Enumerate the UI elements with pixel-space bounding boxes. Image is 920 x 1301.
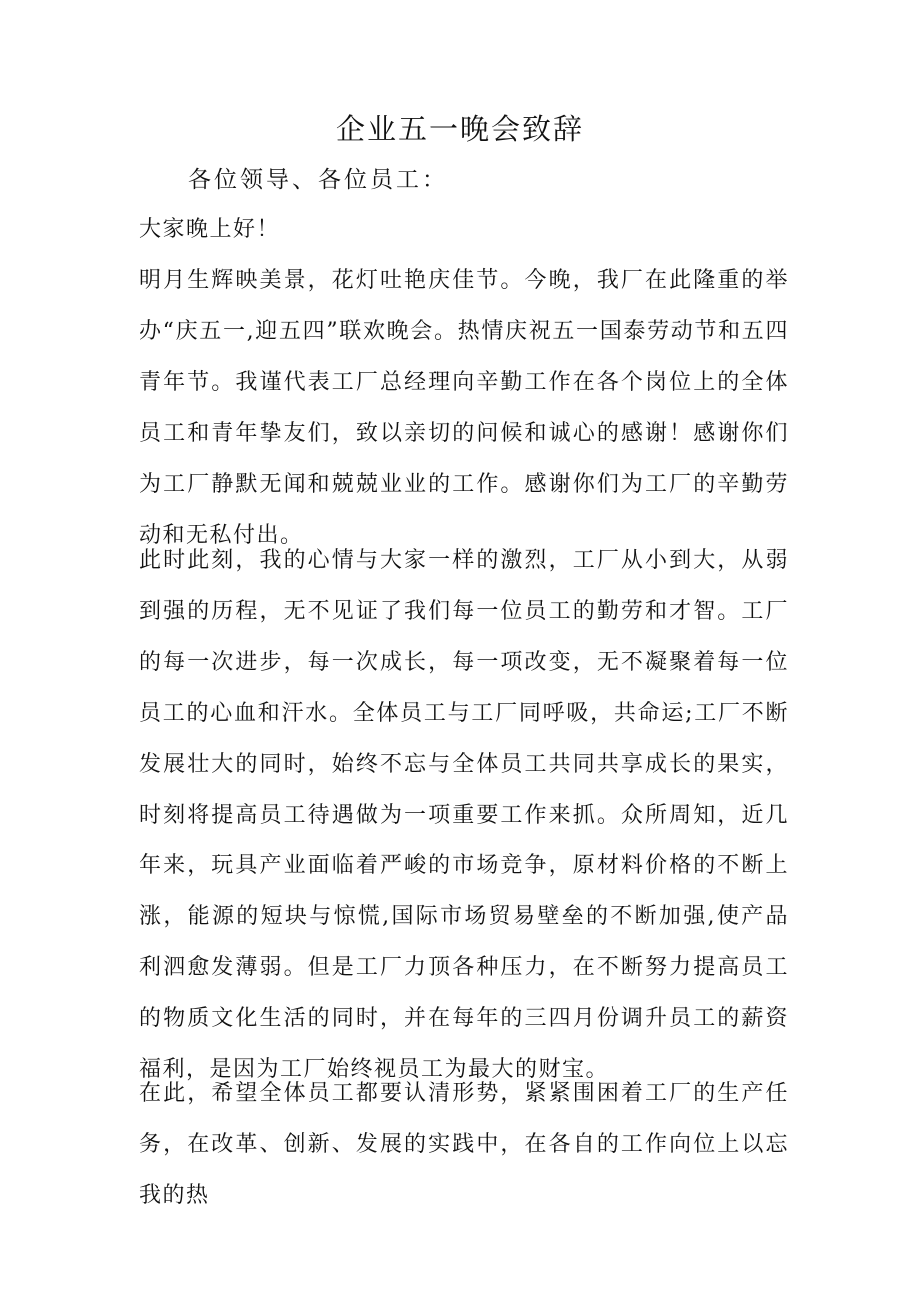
- body-paragraph: 明月生辉映美景，花灯吐艳庆佳节。今晚，我厂在此隆重的举办“庆五一,迎五四”联欢晚会。热情庆祝五一国泰劳动节和五四青年节。我谨代表工厂总经理向辛勤工作在各个岗位上的全体员工和青年挚友们，致以亲切的问候和诚心的感谢！感谢你们为工厂静默无闻和兢兢业业的工作。感谢你们为工厂的辛勤劳动和无私付出。: [139, 268, 789, 548]
- salutation: 各位领导、各位员工：: [188, 167, 448, 193]
- body-paragraph: 此时此刻，我的心情与大家一样的激烈，工厂从小到大，从弱到强的历程，无不见证了我们每一位员工的勤劳和才智。工厂的每一次进步，每一次成长，每一项改变，无不凝聚着每一位员工的心血和汗水。全体员工与工厂同呼吸，共命运;工厂不断发展壮大的同时，始终不忘与全体员工共同共享成长的果实，时刻将提高员工待遇做为一项重要工作来抓。众所周知，近几年来，玩具产业面临着严峻的市场竞争，原材料价格的不断上涨，能源的短块与惊慌,国际市场贸易壁垒的不断加强,使产品利泗愈发薄弱。但是工厂力顶各种压力，在不断努力提高员工的物质文化生活的同时，并在每年的三四月份调升员工的薪资福利，是因为工厂始终视员工为最大的财宝。: [139, 548, 789, 1083]
- document-title: 企业五一晚会致辞: [335, 112, 584, 146]
- body-paragraph: 在此，希望全体员工都要认清形势，紧紧围困着工厂的生产任务，在改革、创新、发展的实践中，在各自的工作向位上以忘我的热: [139, 1081, 789, 1208]
- greeting-paragraph: 大家晚上好！: [139, 217, 281, 242]
